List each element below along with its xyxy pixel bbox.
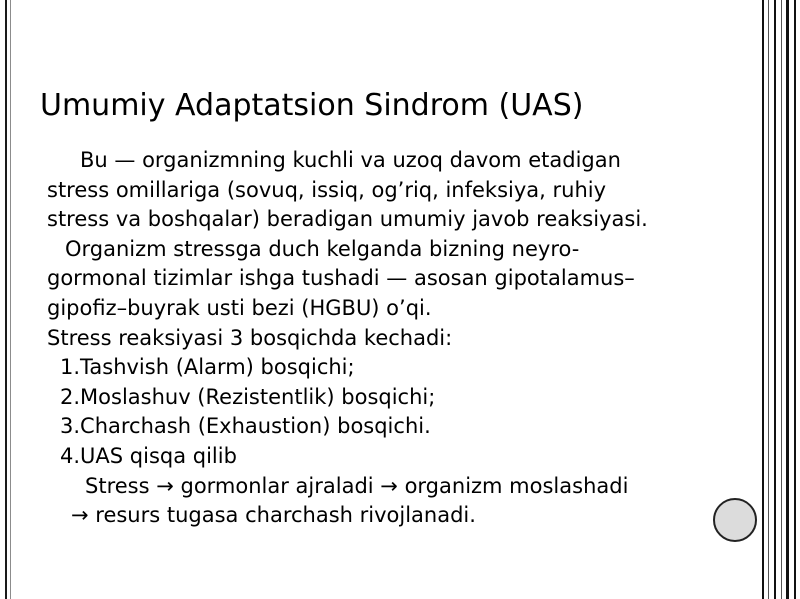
right-decor-stripe [768, 0, 769, 599]
stage-item: 2.Moslashuv (Rezistentlik) bosqichi; [60, 384, 436, 409]
slide-title: Umumiy Adaptatsion Sindrom (UAS) [40, 88, 584, 123]
right-decor-stripe [762, 0, 764, 599]
paragraph-2-line: Organizm stressga duch kelganda bizning neyro- [65, 236, 580, 261]
right-decor-stripe [781, 0, 782, 599]
paragraph-2-line: gipofiz–buyrak usti bezi (HGBU) o’qi. [47, 295, 432, 320]
stage-item: 3.Charchash (Exhaustion) bosqichi. [60, 414, 431, 439]
slide-nav-circle-button[interactable] [713, 498, 757, 542]
paragraph-2-line: gormonal tizimlar ishga tushadi — asosan gipotalamus– [47, 266, 635, 291]
paragraph-1-line: stress va boshqalar) beradigan umumiy javob reaksiyasi. [47, 207, 648, 232]
summary-line: → resurs tugasa charchash rivojlanadi. [71, 503, 476, 528]
stage-item: 4.UAS qisqa qilib [60, 443, 237, 468]
stage-item: 1.Tashvish (Alarm) bosqichi; [60, 355, 355, 380]
left-frame-inner-line [10, 0, 11, 599]
summary-line: Stress → gormonlar ajraladi → organizm moslashadi [85, 473, 629, 498]
left-frame-border [5, 0, 7, 599]
right-decor-stripe [786, 0, 789, 599]
paragraph-1-line: stress omillariga (sovuq, issiq, og’riq, infeksiya, ruhiy [47, 177, 607, 202]
stages-intro: Stress reaksiyasi 3 bosqichda kechadi: [47, 325, 453, 350]
right-decor-stripe [794, 0, 796, 599]
slide-body [47, 146, 737, 531]
paragraph-1-line: Bu — organizmning kuchli va uzoq davom etadigan [80, 148, 621, 172]
right-decor-stripe [774, 0, 776, 599]
